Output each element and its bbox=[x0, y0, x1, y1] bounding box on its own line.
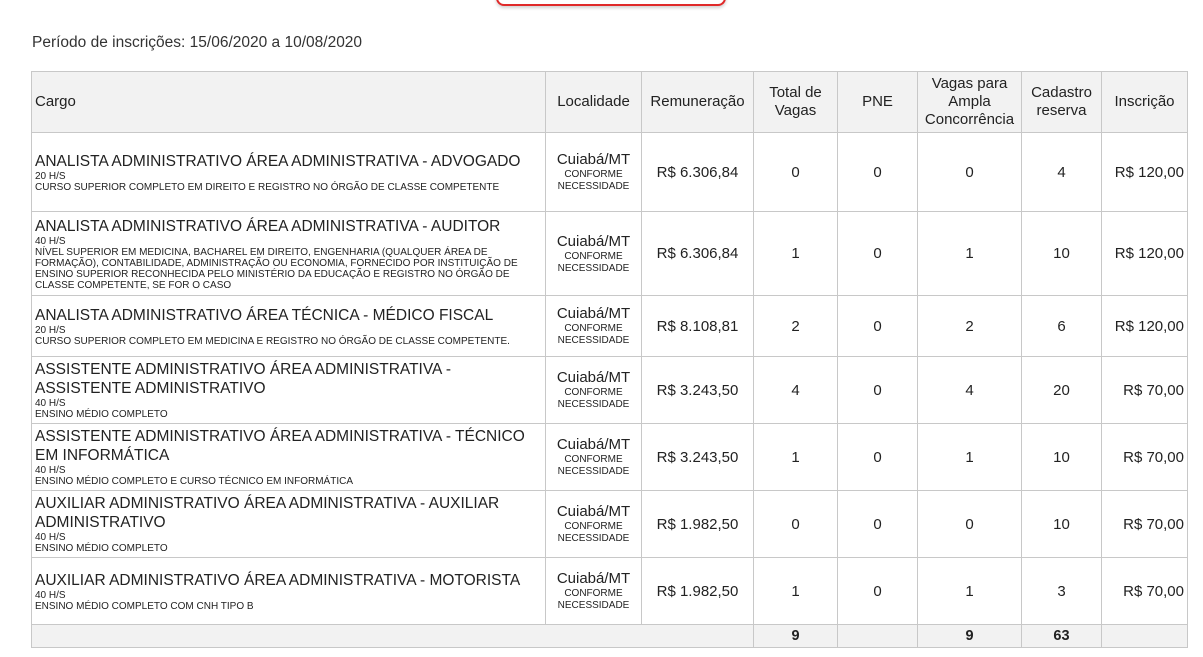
remuneracao-cell: R$ 1.982,50 bbox=[642, 558, 754, 625]
cargo-requirements: ENSINO MÉDIO COMPLETO COM CNH TIPO B bbox=[35, 600, 254, 612]
pne-cell: 0 bbox=[838, 296, 918, 357]
cargo-cell bbox=[32, 133, 546, 212]
location-city: Cuiabá/MT bbox=[556, 369, 631, 386]
cargo-title: AUXILIAR ADMINISTRATIVO ÁREA ADMINISTRATIVA - AUXILIAR ADMINISTRATIVO bbox=[35, 495, 500, 531]
totals-ampla: 9 bbox=[918, 625, 1022, 648]
location-city: Cuiabá/MT bbox=[556, 151, 631, 168]
cargo-cell bbox=[32, 212, 546, 296]
total-vagas-cell: 1 bbox=[754, 212, 838, 296]
location-note: CONFORME NECESSIDADE bbox=[557, 323, 630, 346]
cadastro-cell: 10 bbox=[1022, 491, 1102, 558]
localidade-cell bbox=[546, 296, 642, 357]
top-tab-button[interactable] bbox=[496, 0, 726, 6]
header-remuneracao: Remuneração bbox=[642, 72, 754, 133]
inscricao-cell: R$ 70,00 bbox=[1102, 558, 1188, 625]
cargo-title: ANALISTA ADMINISTRATIVO ÁREA TÉCNICA - MÉDICO FISCAL bbox=[35, 306, 494, 324]
header-total-vagas: Total de Vagas bbox=[754, 72, 838, 133]
totals-row bbox=[32, 625, 1188, 648]
pne-cell: 0 bbox=[838, 491, 918, 558]
location-city: Cuiabá/MT bbox=[556, 305, 631, 322]
localidade-cell bbox=[546, 357, 642, 424]
pne-cell: 0 bbox=[838, 558, 918, 625]
table-row bbox=[32, 491, 1188, 558]
cargo-title: ASSISTENTE ADMINISTRATIVO ÁREA ADMINISTRATIVA - TÉCNICO EM INFORMÁTICA bbox=[35, 428, 525, 464]
remuneracao-cell: R$ 6.306,84 bbox=[642, 133, 754, 212]
location-note: CONFORME NECESSIDADE bbox=[557, 521, 630, 544]
remuneracao-cell: R$ 3.243,50 bbox=[642, 357, 754, 424]
header-ampla-concorrencia: Vagas para Ampla Concorrência bbox=[918, 72, 1022, 133]
registration-period: Período de inscrições: 15/06/2020 a 10/08/2020 bbox=[32, 34, 363, 51]
header-inscricao: Inscrição bbox=[1102, 72, 1188, 133]
cadastro-cell: 6 bbox=[1022, 296, 1102, 357]
cargo-cell bbox=[32, 424, 546, 491]
pne-cell: 0 bbox=[838, 424, 918, 491]
cargo-hours: 40 H/S bbox=[35, 532, 66, 543]
table-row bbox=[32, 212, 1188, 296]
cargo-hours: 20 H/S bbox=[35, 170, 66, 182]
cargo-title: ANALISTA ADMINISTRATIVO ÁREA ADMINISTRATIVA - AUDITOR bbox=[35, 217, 501, 235]
pne-cell: 0 bbox=[838, 212, 918, 296]
location-city: Cuiabá/MT bbox=[556, 436, 631, 453]
cargo-title: ASSISTENTE ADMINISTRATIVO ÁREA ADMINISTRATIVA - ASSISTENTE ADMINISTRATIVO bbox=[35, 361, 451, 397]
cargo-requirements: ENSINO MÉDIO COMPLETO bbox=[35, 409, 168, 420]
cargo-cell bbox=[32, 558, 546, 625]
location-note: CONFORME NECESSIDADE bbox=[557, 387, 630, 410]
table-row bbox=[32, 296, 1188, 357]
cargo-cell bbox=[32, 357, 546, 424]
cargo-requirements: CURSO SUPERIOR COMPLETO EM MEDICINA E REGISTRO NO ÓRGÃO DE CLASSE COMPETENTE. bbox=[35, 335, 510, 347]
location-city: Cuiabá/MT bbox=[556, 232, 631, 250]
cadastro-cell: 20 bbox=[1022, 357, 1102, 424]
cargo-cell bbox=[32, 491, 546, 558]
totals-pne bbox=[838, 625, 918, 648]
total-vagas-cell: 1 bbox=[754, 424, 838, 491]
localidade-cell bbox=[546, 424, 642, 491]
remuneracao-cell: R$ 1.982,50 bbox=[642, 491, 754, 558]
header-pne: PNE bbox=[838, 72, 918, 133]
ampla-cell: 1 bbox=[918, 212, 1022, 296]
ampla-cell: 0 bbox=[918, 133, 1022, 212]
remuneracao-cell: R$ 6.306,84 bbox=[642, 212, 754, 296]
table-row bbox=[32, 133, 1188, 212]
inscricao-cell: R$ 120,00 bbox=[1102, 212, 1188, 296]
total-vagas-cell: 0 bbox=[754, 491, 838, 558]
cargo-requirements: CURSO SUPERIOR COMPLETO EM DIREITO E REGISTRO NO ÓRGÃO DE CLASSE COMPETENTE bbox=[35, 181, 500, 193]
table-row bbox=[32, 558, 1188, 625]
cargo-title: AUXILIAR ADMINISTRATIVO ÁREA ADMINISTRATIVA - MOTORISTA bbox=[35, 571, 521, 589]
localidade-cell bbox=[546, 133, 642, 212]
cadastro-cell: 10 bbox=[1022, 212, 1102, 296]
cargo-hours: 40 H/S bbox=[35, 398, 66, 409]
header-cadastro-reserva: Cadastro reserva bbox=[1022, 72, 1102, 133]
cargo-title: ANALISTA ADMINISTRATIVO ÁREA ADMINISTRATIVA - ADVOGADO bbox=[35, 152, 521, 170]
remuneracao-cell: R$ 3.243,50 bbox=[642, 424, 754, 491]
remuneracao-cell: R$ 8.108,81 bbox=[642, 296, 754, 357]
inscricao-cell: R$ 120,00 bbox=[1102, 296, 1188, 357]
table-row bbox=[32, 357, 1188, 424]
location-city: Cuiabá/MT bbox=[556, 503, 631, 520]
ampla-cell: 0 bbox=[918, 491, 1022, 558]
location-note: CONFORME NECESSIDADE bbox=[557, 169, 630, 192]
totals-spacer bbox=[32, 625, 754, 648]
total-vagas-cell: 1 bbox=[754, 558, 838, 625]
table-row bbox=[32, 424, 1188, 491]
location-city: Cuiabá/MT bbox=[556, 570, 631, 587]
location-note: CONFORME NECESSIDADE bbox=[557, 588, 630, 611]
ampla-cell: 2 bbox=[918, 296, 1022, 357]
localidade-cell bbox=[546, 491, 642, 558]
cargo-hours: 40 H/S bbox=[35, 235, 66, 247]
location-note: CONFORME NECESSIDADE bbox=[557, 250, 630, 274]
table-header-row bbox=[32, 72, 1188, 133]
cadastro-cell: 3 bbox=[1022, 558, 1102, 625]
cadastro-cell: 4 bbox=[1022, 133, 1102, 212]
totals-inscricao bbox=[1102, 625, 1188, 648]
cargo-requirements: ENSINO MÉDIO COMPLETO E CURSO TÉCNICO EM INFORMÁTICA bbox=[35, 476, 353, 487]
header-cargo: Cargo bbox=[32, 72, 546, 133]
localidade-cell bbox=[546, 558, 642, 625]
inscricao-cell: R$ 70,00 bbox=[1102, 357, 1188, 424]
ampla-cell: 1 bbox=[918, 558, 1022, 625]
cargo-hours: 40 H/S bbox=[35, 589, 66, 601]
inscricao-cell: R$ 120,00 bbox=[1102, 133, 1188, 212]
total-vagas-cell: 4 bbox=[754, 357, 838, 424]
localidade-cell bbox=[546, 212, 642, 296]
inscricao-cell: R$ 70,00 bbox=[1102, 424, 1188, 491]
totals-total-vagas: 9 bbox=[754, 625, 838, 648]
totals-cadastro: 63 bbox=[1022, 625, 1102, 648]
pne-cell: 0 bbox=[838, 357, 918, 424]
total-vagas-cell: 0 bbox=[754, 133, 838, 212]
total-vagas-cell: 2 bbox=[754, 296, 838, 357]
vacancies-table bbox=[31, 71, 1188, 648]
ampla-cell: 4 bbox=[918, 357, 1022, 424]
header-localidade: Localidade bbox=[546, 72, 642, 133]
cargo-cell bbox=[32, 296, 546, 357]
cargo-requirements: ENSINO MÉDIO COMPLETO bbox=[35, 543, 168, 554]
pne-cell: 0 bbox=[838, 133, 918, 212]
ampla-cell: 1 bbox=[918, 424, 1022, 491]
cargo-requirements: NÍVEL SUPERIOR EM MEDICINA, BACHAREL EM DIREITO, ENGENHARIA (QUALQUER ÁREA DE FORMAÇÃO), CONTABILIDADE, ADMINISTRAÇÃO OU ECONOMIA, FORNECIDO POR INSTITUIÇÃO DE ENSINO SUPERIOR RECONHECIDA PELO MINISTÉRIO DA EDUCAÇÃO E REGISTRO NO ÓRGÃO DE CLASSE COMPETENTE, SE FOR O CASO bbox=[35, 246, 518, 291]
cargo-hours: 20 H/S bbox=[35, 324, 66, 336]
location-note: CONFORME NECESSIDADE bbox=[557, 454, 630, 477]
inscricao-cell: R$ 70,00 bbox=[1102, 491, 1188, 558]
cargo-hours: 40 H/S bbox=[35, 465, 66, 476]
cadastro-cell: 10 bbox=[1022, 424, 1102, 491]
